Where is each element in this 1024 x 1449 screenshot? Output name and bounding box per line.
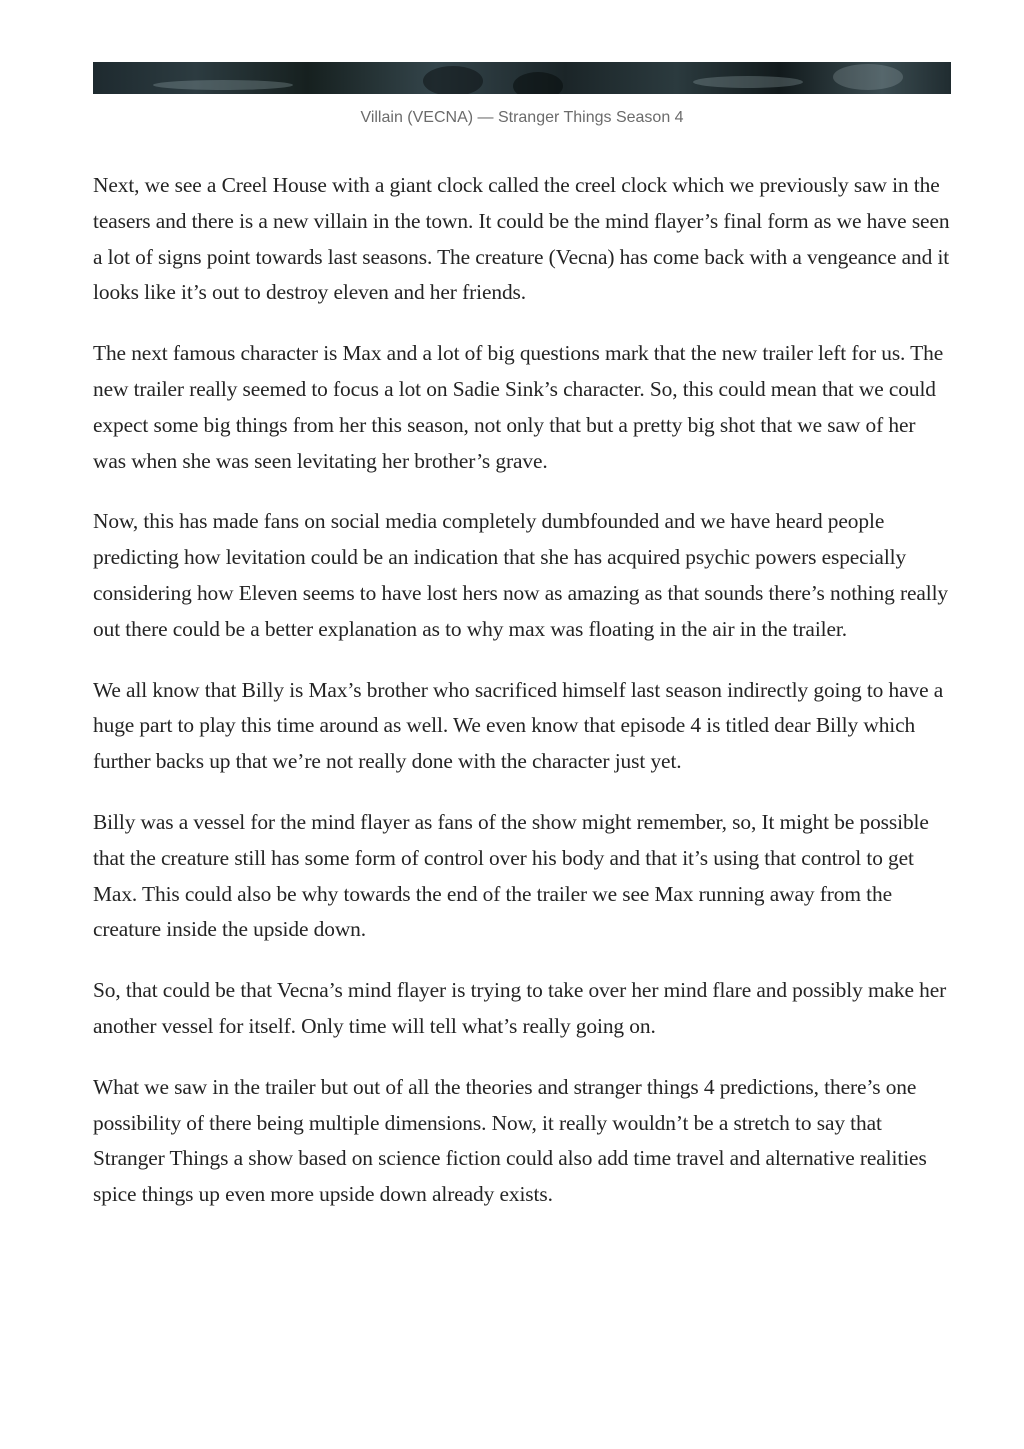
paragraph: So, that could be that Vecna’s mind flayer is trying to take over her mind flare and possibly make her another vessel for itself. Only time will tell what’s really going on. [93,978,947,1038]
paragraph: Next, we see a Creel House with a giant clock called the creel clock which we previously saw in the teasers and there is a new villain in the town. It could be the mind flayer’s final form as we have seen a lot of signs point towards last seasons. The creature (Vecna) has come back with a vengeance and it looks like it’s out to destroy eleven and her friends. [93,173,950,305]
hero-image [93,62,951,94]
paragraph: We all know that Billy is Max’s brother who sacrificed himself last season indirectly going to have a huge part to play this time around as well. We even know that episode 4 is titled dear Billy which further backs up that we’re not really done with the character just yet. [93,677,944,774]
paragraph: What we saw in the trailer but out of all the theories and stranger things 4 predictions, there’s one possibility of there being multiple dimensions. Now, it really wouldn’t be a stretch to say that Stranger Things a show based on science fiction could also add time travel and alternative realities spice things up even more upside down already exists. [93,1074,927,1207]
paragraph: The next famous character is Max and a lot of big questions mark that the new trailer left for us. The new trailer really seemed to focus a lot on Sadie Sink’s character. So, this could mean that we could expect some big things from her this season, not only that but a pretty big shot that we saw of her was when she was seen levitating her brother’s grave. [93,341,944,473]
paragraph: Billy was a vessel for the mind flayer as fans of the show might remember, so, It might be possible that the creature still has some form of control over his body and that it’s using that control to get Max. This could also be why towards the end of the trailer we see Max running away from the creature inside the upside down. [93,809,929,942]
hero-figure [93,62,951,128]
paragraph: Now, this has made fans on social media completely dumbfounded and we have heard people predicting how levitation could be an indication that she has acquired psychic powers especially considering how Eleven seems to have lost hers now as amazing as that sounds there’s nothing really out there could be a better explanation as to why max was floating in the air in the trailer. [93,509,949,641]
article-text [93,168,951,1213]
article-body [93,62,951,1238]
image-caption: Villain (VECNA) — Stranger Things Season 4 [360,109,684,126]
